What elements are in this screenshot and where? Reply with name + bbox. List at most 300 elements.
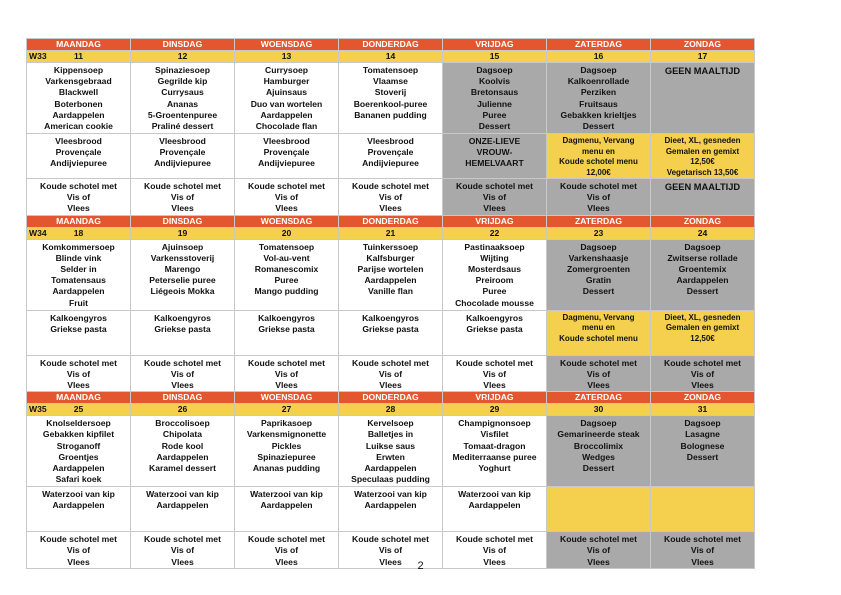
menu-item: Vlees <box>691 380 714 391</box>
day-header: DONDERDAG <box>339 39 443 51</box>
lunch-menu-cell <box>131 239 235 310</box>
menu-item: Aardappelen <box>468 500 521 511</box>
date-cell <box>339 227 443 239</box>
menu-item: Vis of <box>378 368 403 379</box>
menu-item: Aardappelen <box>364 275 417 286</box>
date-number: 28 <box>385 404 396 415</box>
date-cell <box>443 227 547 239</box>
dinner-menu-cell <box>547 310 651 355</box>
day-header: DINSDAG <box>131 215 235 227</box>
menu-item: Vis of <box>170 368 195 379</box>
date-number: 15 <box>489 51 500 61</box>
menu-item: Vlees <box>483 556 506 567</box>
menu-item: Waterzooi van kip <box>458 489 531 500</box>
menu-item: Balletjes in <box>367 429 414 440</box>
menu-item: Dessert <box>478 121 511 132</box>
dinner-menu-cell <box>339 310 443 355</box>
cold-menu-cell <box>235 179 339 216</box>
menu-item: Mediterraanse puree <box>452 451 537 462</box>
dinner-menu-cell <box>651 134 755 179</box>
menu-item: Aardappelen <box>364 500 417 511</box>
menu-item: Vlees <box>67 556 90 567</box>
menu-item: Aardappelen <box>52 286 105 297</box>
menu-item: Vlees <box>171 556 194 567</box>
menu-item: Vis of <box>66 545 91 556</box>
menu-item: Varkenshaasje <box>568 252 629 263</box>
menu-item: Aardappelen <box>52 463 105 474</box>
cold-row <box>27 355 755 392</box>
menu-item: Zwitserse rollade <box>667 252 738 263</box>
menu-item: Rode kool <box>161 440 204 451</box>
menu-item: 5-Groentenpuree <box>147 109 218 120</box>
menu-item: Vlees <box>171 203 194 214</box>
menu-item: Varkensgebraad <box>45 76 112 87</box>
lunch-menu-cell <box>339 416 443 487</box>
menu-item: Puree <box>482 286 507 297</box>
date-number: 16 <box>593 51 604 61</box>
date-cell <box>131 51 235 63</box>
menu-item: Vlees <box>691 556 714 567</box>
menu-item: Koude schotel met <box>664 534 741 545</box>
menu-item: Andijviepuree <box>258 158 315 169</box>
menu-item: Fruitsaus <box>579 98 618 109</box>
date-row <box>27 404 755 416</box>
cold-menu-cell <box>547 355 651 392</box>
menu-item: Vol-au-vent <box>263 252 310 263</box>
menu-item: Griekse pasta <box>466 323 523 334</box>
menu-item: Vis of <box>170 545 195 556</box>
dinner-menu-cell <box>339 134 443 179</box>
date-cell <box>651 227 755 239</box>
menu-item: Dagsoep <box>580 418 617 429</box>
menu-item: GEEN MAALTIJD <box>664 182 741 192</box>
cold-menu-cell <box>27 179 131 216</box>
menu-item: Koude schotel met <box>560 534 637 545</box>
day-header: VRIJDAG <box>443 39 547 51</box>
menu-item: Tomaat-dragon <box>463 440 526 451</box>
menu-item: Gebakken kipfilet <box>42 429 115 440</box>
cold-menu-cell <box>131 355 235 392</box>
menu-item: Paprikasoep <box>260 418 313 429</box>
date-cell <box>547 404 651 416</box>
lunch-menu-cell <box>547 63 651 134</box>
menu-item: Gemalen en gemixt <box>665 146 740 156</box>
dinner-menu-cell <box>235 310 339 355</box>
menu-item: Bolognese <box>680 440 725 451</box>
menu-item: Waterzooi van kip <box>42 489 115 500</box>
menu-item: GEEN MAALTIJD <box>664 66 741 76</box>
menu-item: Stoverij <box>374 87 407 98</box>
menu-item: Zomergroenten <box>566 264 631 275</box>
lunch-menu-cell <box>443 63 547 134</box>
week-label: W34 <box>29 227 47 238</box>
menu-item: Gemalen en gemixt <box>665 323 740 333</box>
menu-item: Vleesbrood <box>367 136 414 146</box>
menu-item: Spinaziesoep <box>155 65 210 75</box>
menu-item: Bananen pudding <box>354 109 427 120</box>
dinner-menu-cell <box>443 310 547 355</box>
menu-item: Koude schotel menu <box>559 157 638 166</box>
day-header-row <box>27 39 755 51</box>
lunch-menu-cell <box>651 416 755 487</box>
day-header: ZATERDAG <box>547 392 651 404</box>
day-header: DINSDAG <box>131 39 235 51</box>
menu-item: Dagmenu, Vervang <box>562 312 635 322</box>
menu-item: Kalkoengyros <box>154 312 211 323</box>
lunch-menu-cell <box>27 63 131 134</box>
day-header: ZATERDAG <box>547 39 651 51</box>
menu-item: Dessert <box>582 463 615 474</box>
menu-item: Kalfsburger <box>366 252 415 263</box>
lunch-menu-cell <box>651 239 755 310</box>
date-cell <box>235 404 339 416</box>
menu-item: Aardappelen <box>52 500 105 511</box>
day-header: ZATERDAG <box>547 215 651 227</box>
menu-item: Koude schotel met <box>456 181 533 191</box>
menu-item: Lasagne <box>685 429 720 440</box>
day-header: VRIJDAG <box>443 392 547 404</box>
date-cell <box>131 227 235 239</box>
menu-item: Selder in <box>60 264 97 275</box>
menu-item: Vegetarisch 13,50€ <box>666 167 739 177</box>
date-number: 19 <box>177 227 188 238</box>
menu-item: Blackwell <box>58 87 99 98</box>
menu-item: Kalkoengyros <box>466 312 523 323</box>
menu-item: Vlees <box>483 203 506 214</box>
menu-item: Dessert <box>582 286 615 297</box>
menu-item: Dieet, XL, gesneden <box>664 136 741 145</box>
lunch-row <box>27 63 755 134</box>
menu-item: Griekse pasta <box>258 323 315 334</box>
menu-item: Hamburger <box>263 76 310 87</box>
menu-item: Ananas <box>166 98 199 109</box>
dinner-menu-cell <box>443 134 547 179</box>
cold-menu-cell <box>235 355 339 392</box>
menu-item: Vis of <box>482 192 507 203</box>
dinner-menu-cell <box>131 487 235 532</box>
menu-item: Mango pudding <box>254 286 319 297</box>
date-number: 21 <box>385 227 396 238</box>
menu-item: Boterbonen <box>54 98 103 109</box>
dinner-row <box>27 310 755 355</box>
menu-item: Chocolade mousse <box>455 297 534 308</box>
cold-menu-cell <box>443 355 547 392</box>
date-cell <box>235 51 339 63</box>
menu-item: Vlaamse <box>373 76 408 87</box>
day-header: MAANDAG <box>27 215 131 227</box>
menu-item: 12,00€ <box>586 167 611 177</box>
dinner-menu-cell <box>131 134 235 179</box>
day-header: MAANDAG <box>27 392 131 404</box>
cold-menu-cell <box>131 179 235 216</box>
week-label: W33 <box>29 51 47 61</box>
day-header-row <box>27 215 755 227</box>
lunch-menu-cell <box>443 239 547 310</box>
menu-item: Vis of <box>690 545 715 556</box>
date-cell <box>235 227 339 239</box>
dinner-row <box>27 487 755 532</box>
menu-item: Komkommersoep <box>42 241 115 252</box>
menu-item: Puree <box>274 275 299 286</box>
menu-item: Griekse pasta <box>154 323 211 334</box>
menu-item: Vlees <box>275 203 298 214</box>
menu-item: menu en <box>582 323 615 333</box>
lunch-menu-cell <box>131 63 235 134</box>
menu-item: Vis of <box>482 545 507 556</box>
menu-item: Dagsoep <box>580 241 617 252</box>
menu-item: Dagsoep <box>580 65 617 75</box>
menu-item: Vis of <box>482 368 507 379</box>
date-number: 12 <box>177 51 188 61</box>
menu-item: Puree <box>482 109 507 120</box>
menu-item: Vis of <box>586 545 611 556</box>
menu-item: Vlees <box>587 203 610 214</box>
menu-item: Bretonsaus <box>470 87 519 98</box>
menu-item: Vis of <box>66 192 91 203</box>
menu-item: Wedges <box>582 451 615 462</box>
menu-item: Vis of <box>378 192 403 203</box>
date-cell <box>27 404 131 416</box>
menu-item: Yoghurt <box>478 463 511 474</box>
menu-item: VROUW- <box>476 147 513 158</box>
lunch-menu-cell <box>27 416 131 487</box>
menu-item: Koude schotel met <box>352 357 429 368</box>
menu-item: Spinaziepuree <box>257 451 316 462</box>
date-number: 30 <box>593 404 604 415</box>
cold-menu-cell <box>651 179 755 216</box>
menu-item: Knolseldersoep <box>46 418 111 429</box>
menu-item: Koude schotel met <box>40 357 117 368</box>
menu-item: Chocolade flan <box>255 121 318 132</box>
menu-item: Preiroom <box>475 275 514 286</box>
menu-item: Wijting <box>480 252 509 263</box>
menu-item: Koude schotel met <box>248 534 325 545</box>
menu-item: Dagmenu, Vervang <box>562 136 635 145</box>
menu-item: Vis of <box>66 368 91 379</box>
menu-item: Gratin <box>585 275 612 286</box>
menu-item: Griekse pasta <box>362 323 419 334</box>
menu-item: Kippensoep <box>53 65 104 75</box>
menu-item: Dagsoep <box>476 65 513 75</box>
menu-item: Koude schotel met <box>560 181 637 191</box>
menu-item: Dieet, XL, gesneden <box>664 312 741 322</box>
menu-item: Koude schotel met <box>560 357 637 368</box>
dinner-menu-cell <box>651 310 755 355</box>
menu-item: Koude schotel met <box>144 534 221 545</box>
cold-menu-cell <box>27 355 131 392</box>
day-header: DINSDAG <box>131 392 235 404</box>
lunch-menu-cell <box>443 416 547 487</box>
menu-item: Vlees <box>379 380 402 391</box>
menu-item: Champignonsoep <box>458 418 531 429</box>
dinner-menu-cell <box>443 487 547 532</box>
day-header: DONDERDAG <box>339 392 443 404</box>
cold-menu-cell <box>443 179 547 216</box>
day-header: ZONDAG <box>651 39 755 51</box>
menu-item: Vlees <box>67 203 90 214</box>
date-row <box>27 51 755 63</box>
menu-item: ONZE-LIEVE <box>468 136 521 146</box>
dinner-menu-cell <box>651 487 755 532</box>
date-number: 27 <box>281 404 292 415</box>
menu-item: Andijviepuree <box>362 158 419 169</box>
menu-item: Tomatensoep <box>362 65 419 75</box>
dinner-menu-cell <box>131 310 235 355</box>
menu-item: Andijviepuree <box>50 158 107 169</box>
menu-item: Vlees <box>379 203 402 214</box>
menu-item: Currysoep <box>265 65 308 75</box>
lunch-menu-cell <box>547 416 651 487</box>
menu-item: Koude schotel met <box>456 534 533 545</box>
dinner-menu-cell <box>235 487 339 532</box>
day-header: WOENSDAG <box>235 215 339 227</box>
menu-item: Koude schotel met <box>144 181 221 191</box>
menu-item: Koude schotel met <box>352 181 429 191</box>
day-header: WOENSDAG <box>235 392 339 404</box>
menu-item: Erwten <box>376 451 405 462</box>
menu-item: Aardappelen <box>676 275 729 286</box>
menu-item: Andijviepuree <box>154 158 211 169</box>
menu-item: Koude schotel met <box>40 181 117 191</box>
menu-item: Pastinaaksoep <box>464 241 525 252</box>
menu-item: Koude schotel met <box>456 357 533 368</box>
date-row <box>27 227 755 239</box>
menu-item: Vlees <box>587 556 610 567</box>
menu-item: Gemarineerde steak <box>557 429 640 440</box>
dinner-menu-cell <box>339 487 443 532</box>
menu-item: Waterzooi van kip <box>250 489 323 500</box>
date-cell <box>651 51 755 63</box>
menu-item: Peterselie puree <box>149 275 216 286</box>
date-number: 17 <box>697 51 708 61</box>
date-number: 29 <box>489 404 500 415</box>
menu-item: Perziken <box>580 87 617 98</box>
day-header-row <box>27 392 755 404</box>
menu-item: 12,50€ <box>690 157 715 166</box>
dinner-menu-cell <box>27 134 131 179</box>
lunch-menu-cell <box>339 239 443 310</box>
menu-item: Vlees <box>171 380 194 391</box>
menu-item: Stroganoff <box>56 440 101 451</box>
menu-item: Fruit <box>68 297 89 308</box>
date-number: 18 <box>73 227 84 238</box>
menu-item: Waterzooi van kip <box>354 489 427 500</box>
menu-item: Dagsoep <box>684 418 721 429</box>
menu-item: Vis of <box>690 368 715 379</box>
lunch-row <box>27 416 755 487</box>
dinner-menu-cell <box>27 310 131 355</box>
menu-item: Provençale <box>263 147 310 158</box>
menu-item: Speculaas pudding <box>351 474 430 485</box>
menu-item: Ananas pudding <box>252 463 321 474</box>
menu-item: Karamel dessert <box>149 463 216 474</box>
menu-item: Vis of <box>170 192 195 203</box>
menu-item: Varkensmignonette <box>246 429 327 440</box>
date-number: 31 <box>697 404 708 415</box>
menu-item: Blinde vink <box>55 252 102 263</box>
date-cell <box>27 51 131 63</box>
cold-menu-cell <box>651 355 755 392</box>
date-cell <box>547 51 651 63</box>
menu-item: Provençale <box>367 147 414 158</box>
date-number: 14 <box>385 51 396 61</box>
menu-item: menu en <box>582 146 615 156</box>
menu-item: Vlees <box>483 380 506 391</box>
menu-item: Dessert <box>686 286 719 297</box>
day-header: VRIJDAG <box>443 215 547 227</box>
menu-item: Ajuinsoep <box>161 241 204 252</box>
menu-item: Vanille flan <box>368 286 413 297</box>
menu-item: Varkensstoverij <box>150 252 215 263</box>
menu-item: Kalkoenrollade <box>567 76 630 87</box>
week-label: W35 <box>29 404 47 415</box>
menu-item: Boerenkool-puree <box>353 98 428 109</box>
lunch-menu-cell <box>131 416 235 487</box>
dinner-menu-cell <box>235 134 339 179</box>
menu-item: Parijse wortelen <box>357 264 424 275</box>
date-number: 24 <box>697 227 708 238</box>
lunch-menu-cell <box>235 63 339 134</box>
menu-item: Vis of <box>586 368 611 379</box>
menu-item: Duo van wortelen <box>250 98 323 109</box>
menu-item: Luikse saus <box>365 440 416 451</box>
menu-item: Aardappelen <box>260 109 313 120</box>
date-number: 11 <box>73 51 84 61</box>
cold-row <box>27 179 755 216</box>
menu-item: Vis of <box>586 192 611 203</box>
menu-item: Vis of <box>274 368 299 379</box>
menu-item: Groentemix <box>678 264 727 275</box>
date-number: 25 <box>73 404 84 415</box>
dinner-row <box>27 134 755 179</box>
menu-item: American cookie <box>44 121 113 132</box>
menu-item: Vlees <box>379 556 402 567</box>
menu-item: Pickles <box>271 440 302 451</box>
date-cell <box>443 404 547 416</box>
date-number: 22 <box>489 227 500 238</box>
date-cell <box>339 404 443 416</box>
date-number: 23 <box>593 227 604 238</box>
cold-menu-cell <box>547 179 651 216</box>
menu-item: Visfilet <box>480 429 509 440</box>
menu-item: Aardappelen <box>260 500 313 511</box>
menu-item: Aardappelen <box>52 109 105 120</box>
menu-item: Praliné dessert <box>151 121 214 132</box>
day-header: ZONDAG <box>651 215 755 227</box>
menu-item: Aardappelen <box>156 451 209 462</box>
menu-item: Tomatensoep <box>258 241 315 252</box>
menu-item: Provençale <box>55 147 102 158</box>
menu-item: Julienne <box>477 98 512 109</box>
menu-item: Vleesbrood <box>263 136 310 146</box>
menu-item: Vis of <box>274 192 299 203</box>
day-header: ZONDAG <box>651 392 755 404</box>
menu-item: Vlees <box>275 556 298 567</box>
date-number: 20 <box>281 227 292 238</box>
menu-item: Provençale <box>159 147 206 158</box>
menu-item: Koude schotel met <box>248 181 325 191</box>
lunch-menu-cell <box>547 239 651 310</box>
date-cell <box>339 51 443 63</box>
menu-item: Broccolisoep <box>155 418 210 429</box>
menu-item: Vlees <box>275 380 298 391</box>
dinner-menu-cell <box>547 134 651 179</box>
menu-item: Safari koek <box>55 474 102 485</box>
lunch-menu-cell <box>651 63 755 134</box>
menu-item: Broccolimix <box>573 440 624 451</box>
menu-item: Koolvis <box>478 76 511 87</box>
lunch-menu-cell <box>339 63 443 134</box>
